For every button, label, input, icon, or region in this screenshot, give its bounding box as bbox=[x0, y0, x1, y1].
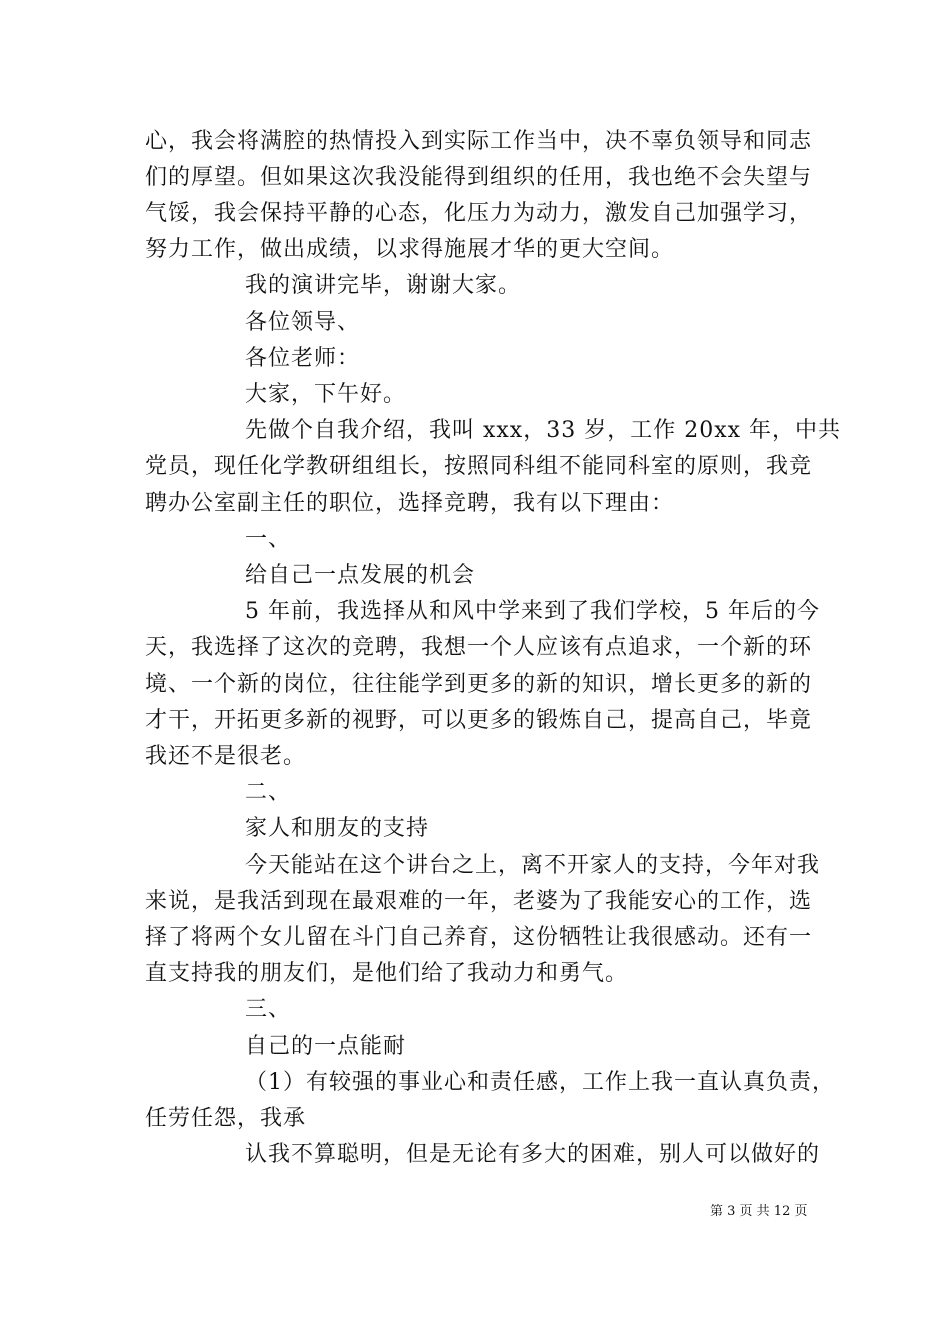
body-text-line: （1）有较强的事业心和责任感，工作上我一直认真负责， bbox=[245, 1070, 835, 1095]
body-text-line: 心，我会将满腔的热情投入到实际工作当中，决不辜负领导和同志 bbox=[145, 129, 813, 154]
page-number-footer: 第 3 页 共 12 页 bbox=[710, 1204, 808, 1219]
body-text-line: 直支持我的朋友们，是他们给了我动力和勇气。 bbox=[145, 961, 629, 986]
body-text-line: 气馁，我会保持平静的心态，化压力为动力，激发自己加强学习， bbox=[145, 201, 813, 226]
greeting-line: 各位领导、 bbox=[245, 310, 361, 335]
body-text-line: 们的厚望。但如果这次我没能得到组织的任用，我也绝不会失望与 bbox=[145, 165, 813, 190]
body-text-line: 来说，是我活到现在最艰难的一年，老婆为了我能安心的工作，选 bbox=[145, 889, 813, 914]
body-text-line: 努力工作，做出成绩，以求得施展才华的更大空间。 bbox=[145, 237, 675, 262]
body-text-line: 聘办公室副主任的职位，选择竞聘，我有以下理由： bbox=[145, 491, 675, 516]
section-number: 一、 bbox=[245, 527, 292, 552]
body-text-line: 党员，现任化学教研组组长，按照同科组不能同科室的原则，我竞 bbox=[145, 454, 813, 479]
body-text-line: 我的演讲完毕，谢谢大家。 bbox=[245, 273, 522, 298]
section-number: 二、 bbox=[245, 780, 292, 805]
greeting-line: 各位老师： bbox=[245, 346, 361, 371]
body-text-line: 5 年前，我选择从和风中学来到了我们学校，5 年后的今 bbox=[245, 599, 820, 624]
section-heading: 给自己一点发展的机会 bbox=[245, 563, 476, 588]
body-text-line: 才干，开拓更多新的视野，可以更多的锻炼自己，提高自己，毕竟 bbox=[145, 708, 813, 733]
body-text-line: 境、一个新的岗位，往往能学到更多的新的知识，增长更多的新的 bbox=[145, 672, 813, 697]
greeting-line: 大家，下午好。 bbox=[245, 382, 407, 407]
section-number: 三、 bbox=[245, 997, 292, 1022]
body-text-line: 认我不算聪明，但是无论有多大的困难，别人可以做好的 bbox=[245, 1142, 821, 1167]
body-text-line: 择了将两个女儿留在斗门自己养育，这份牺牲让我很感动。还有一 bbox=[145, 925, 813, 950]
body-text-line: 天，我选择了这次的竞聘，我想一个人应该有点追求，一个新的环 bbox=[145, 635, 813, 660]
body-text-line: 任劳任怨，我承 bbox=[145, 1106, 307, 1131]
body-text-line: 我还不是很老。 bbox=[145, 744, 307, 769]
body-text-line: 先做个自我介绍，我叫 xxx，33 岁，工作 20xx 年，中共 bbox=[245, 418, 841, 443]
section-heading: 自己的一点能耐 bbox=[245, 1034, 407, 1059]
section-heading: 家人和朋友的支持 bbox=[245, 816, 430, 841]
body-text-line: 今天能站在这个讲台之上，离不开家人的支持，今年对我 bbox=[245, 853, 821, 878]
